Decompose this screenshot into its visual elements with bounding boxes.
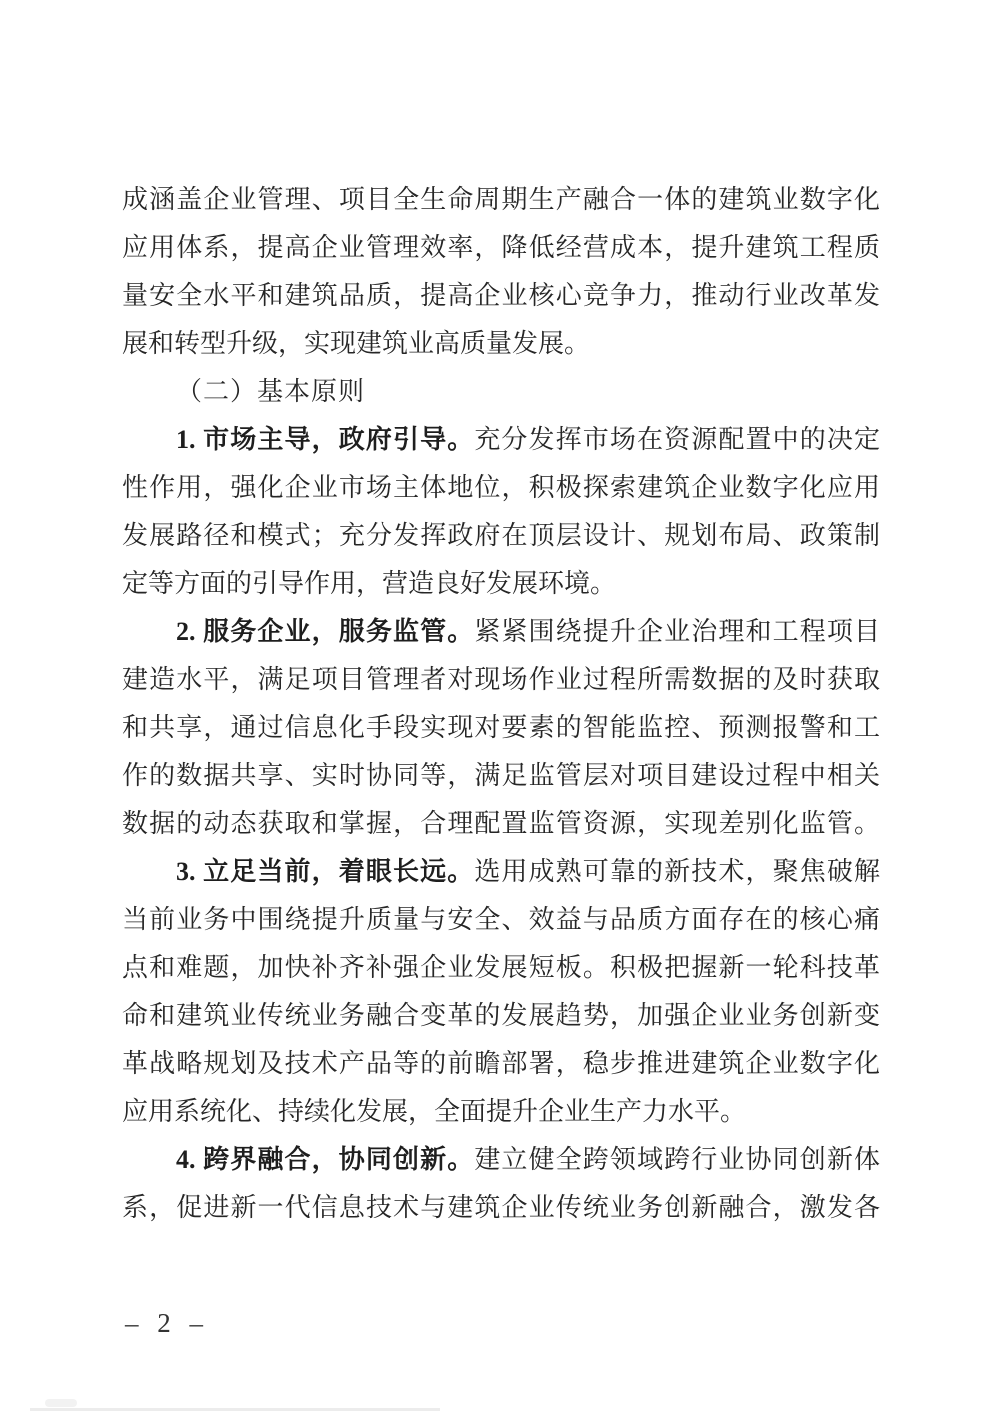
body-text: 紧紧围绕提升企业治理和工程项目 (474, 617, 880, 646)
text-line (122, 464, 880, 512)
body-text: 应用体系，提高企业管理效率，降低经营成本，提升建筑工程质 (122, 233, 880, 262)
text-line (122, 176, 880, 224)
principle-2-serve-enterprise-supervision (122, 608, 880, 848)
text-line (122, 608, 880, 656)
body-text: 数据的动态获取和掌握，合理配置监管资源，实现差别化监管。 (122, 809, 880, 838)
text-line (122, 992, 880, 1040)
text-line (122, 224, 880, 272)
body-text: 量安全水平和建筑品质，提高企业核心竞争力，推动行业改革发 (122, 281, 880, 310)
body-text: 当前业务中围绕提升质量与安全、效益与品质方面存在的核心痛 (122, 905, 880, 934)
text-line (122, 656, 880, 704)
body-text: 建立健全跨领域跨行业协同创新体 (474, 1145, 880, 1174)
bold-lead-text: 2. 服务企业，服务监管。 (176, 617, 475, 646)
body-text: 系，促进新一代信息技术与建筑企业传统业务创新融合，激发各 (122, 1193, 880, 1222)
body-text: 和共享，通过信息化手段实现对要素的智能监控、预测报警和工 (122, 713, 880, 742)
text-line (122, 1136, 880, 1184)
bold-lead-text: 1. 市场主导，政府引导。 (176, 425, 475, 454)
document-body (122, 176, 880, 1232)
bold-lead-text: 4. 跨界融合，协同创新。 (176, 1145, 475, 1174)
paragraph-continuation (122, 176, 880, 368)
body-text: 成涵盖企业管理、项目全生命周期生产融合一体的建筑业数字化 (122, 185, 880, 214)
text-line (122, 1184, 880, 1232)
body-text: （二）基本原则 (176, 377, 366, 406)
text-line (122, 944, 880, 992)
section-heading-text-line (122, 368, 880, 416)
bold-lead-text: 3. 立足当前，着眼长远。 (176, 857, 475, 886)
text-line (122, 752, 880, 800)
body-text: 作的数据共享、实时协同等，满足监管层对项目建设过程中相关 (122, 761, 880, 790)
body-text: 建造水平，满足项目管理者对现场作业过程所需数据的及时获取 (122, 665, 880, 694)
text-line (122, 560, 880, 608)
principle-1-market-led (122, 416, 880, 608)
body-text: 充分发挥市场在资源配置中的决定 (474, 425, 880, 454)
text-line (122, 320, 880, 368)
body-text: 革战略规划及技术产品等的前瞻部署，稳步推进建筑企业数字化 (122, 1049, 880, 1078)
body-text: 应用系统化、持续化发展，全面提升企业生产力水平。 (122, 1097, 747, 1126)
body-text: 点和难题，加快补齐补强企业发展短板。积极把握新一轮科技革 (122, 953, 880, 982)
principle-3-present-and-longterm (122, 848, 880, 1136)
page-number: – 2 – (125, 1308, 209, 1338)
scan-strip-artifact (30, 1408, 440, 1411)
principle-4-crossover-innovation (122, 1136, 880, 1232)
text-line (122, 848, 880, 896)
text-line (122, 416, 880, 464)
body-text: 定等方面的引导作用，营造良好发展环境。 (122, 569, 617, 598)
text-line (122, 512, 880, 560)
text-line (122, 272, 880, 320)
text-line (122, 1040, 880, 1088)
body-text: 命和建筑业传统业务融合变革的发展趋势，加强企业业务创新变 (122, 1001, 880, 1030)
body-text: 性作用，强化企业市场主体地位，积极探索建筑企业数字化应用 (122, 473, 880, 502)
text-line (122, 896, 880, 944)
text-line (122, 704, 880, 752)
text-line (122, 800, 880, 848)
text-line (122, 1088, 880, 1136)
section-heading-basic-principles (122, 368, 880, 416)
body-text: 发展路径和模式；充分发挥政府在顶层设计、规划布局、政策制 (122, 521, 880, 550)
body-text: 选用成熟可靠的新技术，聚焦破解 (474, 857, 880, 886)
body-text: 展和转型升级，实现建筑业高质量发展。 (122, 329, 591, 358)
scan-smudge-artifact (45, 1399, 77, 1407)
